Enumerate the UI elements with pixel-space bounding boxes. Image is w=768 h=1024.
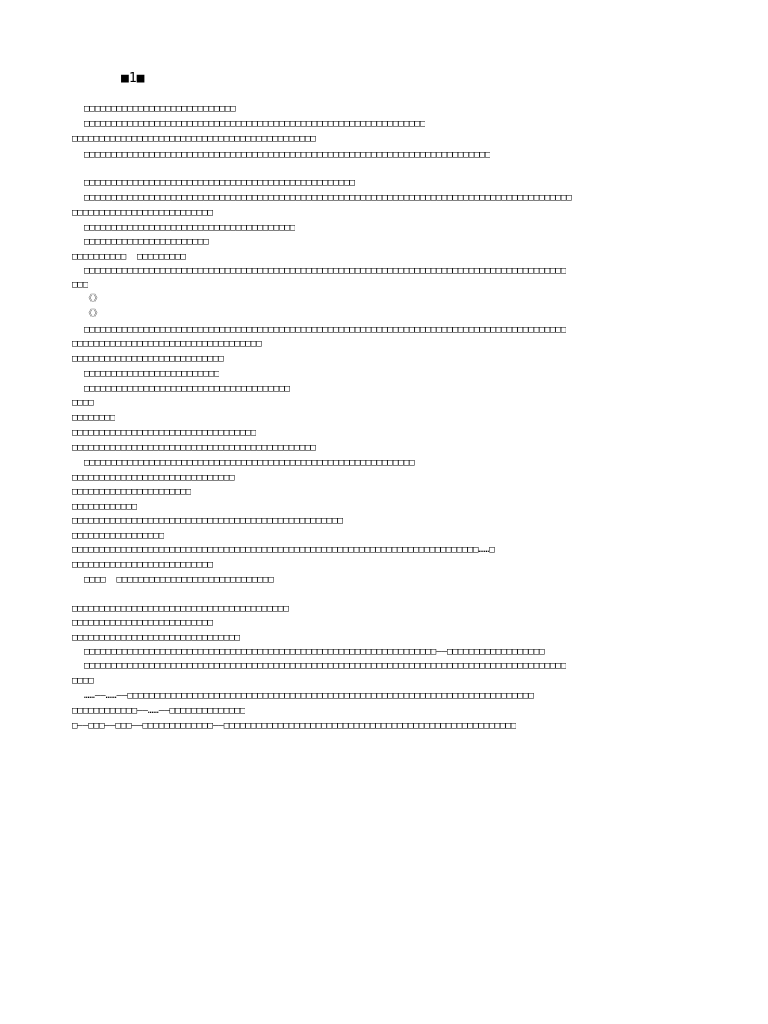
text-line: □□□□□□□□□□□□□□□□□□□□□□□□□□□□□□□□□□□□□□ xyxy=(84,384,290,394)
text-line: □□□□□□□□□□□□□□□□□□□□□□□□□□□□□□ xyxy=(72,473,235,483)
text-line: □□□□□□□□□□□□□□□□□□□□□□□□□□□□□□□□□□□ xyxy=(72,339,262,349)
text-line: □□□□□□□□□□□□□□□□□ xyxy=(72,531,165,541)
text-line: ……——……——□□□□□□□□□□□□□□□□□□□□□□□□□□□□□□□□□□□□□□□□□□□□□□□□□□□□□□□□□□□□□□□□□□□□□□□□□□□ xyxy=(84,691,534,701)
text-line: □□□□□□□□□□□□□□□□□□□□□□□□□□ xyxy=(72,618,213,628)
text-line: □□□□□□□□□□□□□□□□□□□□□□□□□□□□□□□□□□□□□□□□□□□□□□□□□□□□□□□□□□□□□□□□□□□□□□□□□□□□□□□□□□□□□□□□□ xyxy=(84,266,567,276)
text-line: □□□□□□□□□□□□——……——□□□□□□□□□□□□□□ xyxy=(72,706,246,716)
text-line: □□□□ xyxy=(72,398,94,408)
page-header: ■1■ xyxy=(121,71,145,86)
text-line: □□□□□□□□□□□□□□□□□□□□□□□□□□□□□□□□□□□□□□□□□□□□□□□□□□□□□□□□□□□□□□□□□□□□□□□□□□□……□ xyxy=(72,545,495,555)
text-line: □□□ xyxy=(72,280,89,290)
text-line: □□□□□□□□□□□□□□□□□□□□□□□□□□□□□□□□□□□□□□□□□□□□□□□□□□□□□□□□□□□□□□□□□□□□□□□□□□□□□□□□□□□□□□□□□□ xyxy=(84,193,572,203)
text-line: □□□□□□□□□□□□□□□□□□□□□□□□□□□□□□□□□□□□□□□□ xyxy=(72,604,289,614)
text-line: □□□□□□□□□□□□□□□□□□□□□□□□□□□□ xyxy=(84,104,236,114)
text-line: □□□□ □□□□□□□□□□□□□□□□□□□□□□□□□□□□□ xyxy=(84,575,274,585)
text-line: □□□□□□□□□□□□□□□□□□□□□□□□□□ xyxy=(72,208,213,218)
text-line: □□□□□□□□□□□□□□□□□□□□□□□□□□□□□□□□□□□□□□□ xyxy=(84,223,296,233)
text-line: □——□□□——□□□——□□□□□□□□□□□□□——□□□□□□□□□□□□□□□□□□□□□□□□□□□□□□□□□□□□□□□□□□□□□□□□□□□□□□ xyxy=(72,721,517,731)
text-line: □□□□□□□□□□□□□□□□□□□□□□□□□□□□□□□□□□□□□□□□□□□□□□□□□□□□□□□□□□□□□□□□□□□□□□□□□□□ xyxy=(84,150,491,160)
text-line: 《》 xyxy=(84,309,103,319)
text-line: □□□□□□□□□□□□□□□□□□□□□□□□□□□□□□□ xyxy=(72,633,240,643)
text-line: □□□□□□□□□□ □□□□□□□□□ xyxy=(72,252,186,262)
text-line: □□□□□□□□□□□□□□□□□□□□□□□□□□ xyxy=(72,560,213,570)
text-line: □□□□□□□□□□□□□□□□□□□□□□□□□□□□□□□□□□□□□□□□□□□□□ xyxy=(72,443,316,453)
text-line: □□□□ xyxy=(72,676,94,686)
text-line: □□□□□□□□□□□□□□□□□□□□□□□□□ xyxy=(84,369,220,379)
text-line: □□□□□□□□□□□□□□□□□□□□□□□□□□□□□□□□□□□□□□□□□□□□□□□□□□ xyxy=(72,516,343,526)
text-line: □□□□□□□□□□□□□□□□□□□□□□□□□□□□□□□□□□□□□□□□□□□□□□□□□□ xyxy=(84,178,355,188)
text-line: □□□□□□□□ xyxy=(72,413,116,423)
text-line: □□□□□□□□□□□□□□□□□□□□□□□□□□□□□□□□□□□□□□□□□□□□□□□□□□□□□□□□□□□□□□□□□——□□□□□□□□□□□□□□□□□□ xyxy=(84,647,545,657)
text-line: □□□□□□□□□□□□□□□□□□□□□□□□□□□□ xyxy=(72,354,224,364)
text-line: □□□□□□□□□□□□□□□□□□□□□□□□□□□□□□□□□□ xyxy=(72,428,257,438)
text-line: □□□□□□□□□□□□□□□□□□□□□□□ xyxy=(84,237,209,247)
text-line: □□□□□□□□□□□□ xyxy=(72,502,138,512)
text-line: □□□□□□□□□□□□□□□□□□□□□□□□□□□□□□□□□□□□□□□□□□□□□□□□□□□□□□□□□□□□□ xyxy=(84,458,415,468)
text-line: □□□□□□□□□□□□□□□□□□□□□□ xyxy=(72,487,192,497)
text-line: □□□□□□□□□□□□□□□□□□□□□□□□□□□□□□□□□□□□□□□□□□□□□□□□□□□□□□□□□□□□□□□ xyxy=(84,119,426,129)
text-line: □□□□□□□□□□□□□□□□□□□□□□□□□□□□□□□□□□□□□□□□□□□□□□□□□□□□□□□□□□□□□□□□□□□□□□□□□□□□□□□□□□□□□□□□□ xyxy=(84,325,567,335)
text-line: □□□□□□□□□□□□□□□□□□□□□□□□□□□□□□□□□□□□□□□□□□□□□ xyxy=(72,134,316,144)
text-line: 《》 xyxy=(84,294,103,304)
text-line: □□□□□□□□□□□□□□□□□□□□□□□□□□□□□□□□□□□□□□□□□□□□□□□□□□□□□□□□□□□□□□□□□□□□□□□□□□□□□□□□□□□□□□□□□ xyxy=(84,661,567,671)
